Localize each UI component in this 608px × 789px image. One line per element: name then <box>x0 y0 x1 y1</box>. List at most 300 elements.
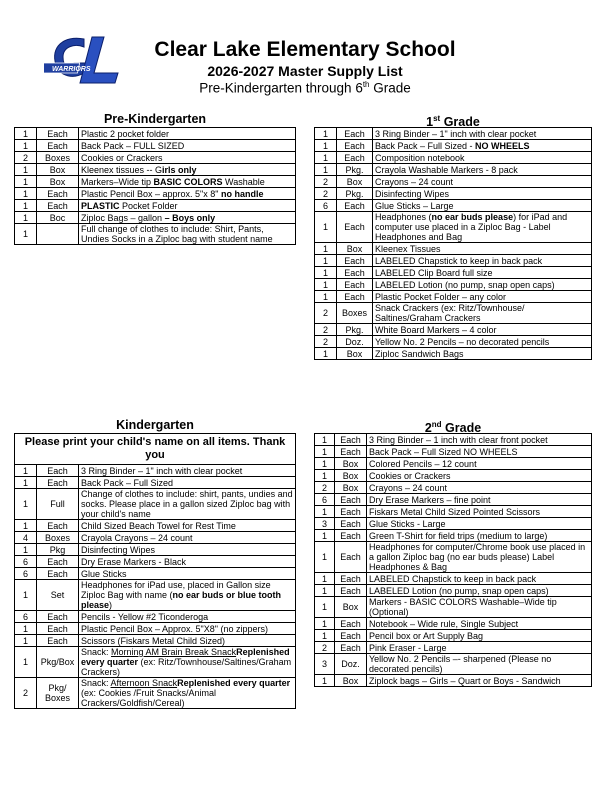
item-text: 3 Ring Binder – 1" inch with clear pocket <box>81 465 243 476</box>
second-grade-title: 2nd Grade <box>424 420 482 436</box>
item-text: Cookies or Crackers <box>369 470 451 481</box>
supply-row <box>315 243 592 255</box>
kinder-note: Please print your child's name on all items. Thank you <box>15 434 296 465</box>
unit-cell: Boxes <box>37 532 79 544</box>
quantity-cell: 1 <box>315 630 335 642</box>
item-cell <box>79 611 296 623</box>
item-cell <box>373 200 592 212</box>
item-text: Scissors (Fiskars Metal Child Sized) <box>81 635 226 646</box>
supply-row <box>315 176 592 188</box>
supply-row <box>15 477 296 489</box>
item-text-bold: NO WHEELS <box>475 140 530 151</box>
quantity-cell: 1 <box>15 164 37 176</box>
supply-row <box>315 336 592 348</box>
unit-cell: Each <box>335 618 367 630</box>
supply-row <box>315 458 592 470</box>
supply-row <box>315 446 592 458</box>
supply-row <box>315 212 592 243</box>
quantity-cell: 6 <box>15 556 37 568</box>
quantity-cell: 2 <box>315 188 337 200</box>
supply-row <box>15 212 296 224</box>
supply-row <box>15 140 296 152</box>
item-cell <box>373 212 592 243</box>
supply-row <box>15 188 296 200</box>
unit-cell: Each <box>337 267 373 279</box>
supply-row <box>315 585 592 597</box>
quantity-cell: 1 <box>315 618 335 630</box>
item-cell <box>373 267 592 279</box>
item-cell <box>79 152 296 164</box>
logo-text: WARRIORS <box>52 66 91 73</box>
quantity-cell: 1 <box>315 291 337 303</box>
supply-row <box>315 152 592 164</box>
item-cell <box>367 597 592 618</box>
item-text: Disinfecting Wipes <box>375 188 450 199</box>
first-grade-section <box>314 111 592 360</box>
unit-cell: Boxes <box>37 152 79 164</box>
item-cell <box>79 568 296 580</box>
item-text: (ex: Cookies /Fruit Snacks/Animal Crackers/Goldfish/Cereal) <box>81 688 217 708</box>
item-text: Back Pack – Full Sized <box>81 477 174 488</box>
unit-cell: Each <box>335 642 367 654</box>
unit-cell: Box <box>335 458 367 470</box>
item-text: 3 Ring Binder – 1" inch with clear pocket <box>375 128 537 139</box>
second-grade-section <box>314 417 592 687</box>
unit-cell: Each <box>337 152 373 164</box>
unit-cell: Each <box>337 212 373 243</box>
item-text: 3 Ring Binder – 1 inch with clear front pocket <box>369 434 548 445</box>
item-cell <box>79 580 296 611</box>
item-text: Markers - BASIC COLORS Washable–Wide tip (Optional) <box>369 597 557 617</box>
supply-row <box>315 675 592 687</box>
quantity-cell: 3 <box>315 654 335 675</box>
item-text: Snack: <box>81 678 111 688</box>
unit-cell: Each <box>37 635 79 647</box>
item-text: Pink Eraser - Large <box>369 642 447 653</box>
warriors-logo <box>44 33 128 89</box>
supply-row <box>315 470 592 482</box>
unit-cell: Box <box>337 348 373 360</box>
item-text: Pencils - Yellow #2 Ticonderoga <box>81 611 209 622</box>
item-text: Headphones ( <box>375 212 432 222</box>
unit-cell: Each <box>337 279 373 291</box>
quantity-cell: 1 <box>315 140 337 152</box>
supply-row <box>15 544 296 556</box>
item-text: LABELED Clip Board full size <box>375 267 493 278</box>
item-text: Glue Sticks - Large <box>369 518 446 529</box>
kinder-table <box>14 433 296 709</box>
unit-cell: Box <box>335 597 367 618</box>
quantity-cell: 1 <box>15 520 37 532</box>
supply-row <box>315 279 592 291</box>
supply-row <box>15 520 296 532</box>
unit-cell: Each <box>37 520 79 532</box>
unit-cell: Each <box>335 630 367 642</box>
item-cell <box>367 585 592 597</box>
item-text: Dry Erase Markers - Black <box>81 556 187 567</box>
supply-row <box>315 164 592 176</box>
supply-row <box>15 568 296 580</box>
item-text: Back Pack – Full Sized NO WHEELS <box>369 446 518 457</box>
quantity-cell: 1 <box>315 530 335 542</box>
item-text: Glue Sticks <box>81 568 127 579</box>
quantity-cell: 1 <box>315 470 335 482</box>
item-text: LABELED Chapstick to keep in back pack <box>369 573 537 584</box>
item-cell <box>373 348 592 360</box>
item-cell <box>79 164 296 176</box>
supply-row <box>315 654 592 675</box>
item-text: ) <box>109 600 113 610</box>
unit-cell: Each <box>337 291 373 303</box>
unit-cell: Each <box>37 623 79 635</box>
supply-row <box>15 164 296 176</box>
item-cell <box>79 224 296 245</box>
quantity-cell: 1 <box>315 675 335 687</box>
supply-row <box>315 128 592 140</box>
item-cell <box>367 458 592 470</box>
item-cell <box>373 336 592 348</box>
supply-row <box>315 324 592 336</box>
item-text: Plastic Pencil Box – Approx. 5"X8" (no zippers) <box>81 623 268 634</box>
quantity-cell: 1 <box>15 224 37 245</box>
unit-cell: Each <box>37 611 79 623</box>
supply-row <box>315 542 592 573</box>
unit-cell: Box <box>337 243 373 255</box>
item-cell <box>373 279 592 291</box>
item-text: Headphones for computer/Chrome book use placed in a gallon Ziploc bag (no ear buds please) Label Headphones & Bag <box>369 542 586 572</box>
item-cell <box>79 128 296 140</box>
item-cell <box>367 642 592 654</box>
supply-row <box>315 482 592 494</box>
item-text: Plastic Pocket Folder – any color <box>375 291 507 302</box>
kinder-title: Kindergarten <box>116 418 194 432</box>
quantity-cell: 1 <box>315 458 335 470</box>
item-cell <box>367 434 592 446</box>
quantity-cell: 1 <box>15 212 37 224</box>
unit-cell: Full <box>37 489 79 520</box>
quantity-cell: 2 <box>315 176 337 188</box>
unit-cell: Box <box>335 482 367 494</box>
quantity-cell: 1 <box>15 465 37 477</box>
item-cell <box>79 532 296 544</box>
prek-title: Pre-Kindergarten <box>103 112 207 126</box>
unit-cell <box>37 224 79 245</box>
unit-cell: Each <box>335 573 367 585</box>
quantity-cell: 1 <box>15 477 37 489</box>
quantity-cell: 1 <box>315 434 335 446</box>
item-text: Kleenex tissues -- G <box>81 164 163 175</box>
item-cell <box>373 303 592 324</box>
quantity-cell: 6 <box>315 200 337 212</box>
unit-cell: Pkg. <box>337 188 373 200</box>
item-text: ) for iPad and computer use placed in a Ziploc Bag - Label Headphones and Bag <box>375 212 568 242</box>
item-text: Notebook – Wide rule, Single Subject <box>369 618 519 629</box>
quantity-cell: 6 <box>315 494 335 506</box>
item-cell <box>79 556 296 568</box>
unit-cell: Pkg/Box <box>37 647 79 678</box>
item-cell <box>79 647 296 678</box>
item-text: Child Sized Beach Towel for Rest Time <box>81 520 236 531</box>
unit-cell: Each <box>335 542 367 573</box>
unit-cell: Each <box>335 518 367 530</box>
unit-cell: Each <box>337 128 373 140</box>
supply-row <box>315 642 592 654</box>
supply-list-subtitle: 2026-2027 Master Supply List <box>207 63 403 79</box>
quantity-cell: 2 <box>315 642 335 654</box>
unit-cell: Box <box>335 470 367 482</box>
unit-cell: Pkg <box>37 544 79 556</box>
item-cell <box>367 446 592 458</box>
item-text-bold: Replenished every quarter <box>177 678 291 688</box>
supply-row <box>15 623 296 635</box>
quantity-cell: 4 <box>15 532 37 544</box>
supply-row <box>315 140 592 152</box>
item-cell <box>79 678 296 709</box>
supply-row <box>315 188 592 200</box>
unit-cell: Each <box>335 434 367 446</box>
unit-cell: Each <box>37 188 79 200</box>
item-text: Snack: <box>81 647 112 657</box>
item-cell <box>367 482 592 494</box>
supply-row <box>15 489 296 520</box>
quantity-cell: 1 <box>315 348 337 360</box>
supply-row <box>15 556 296 568</box>
item-text: Green T-Shirt for field trips (medium to large) <box>369 530 548 541</box>
item-cell <box>79 212 296 224</box>
item-cell <box>79 635 296 647</box>
quantity-cell: 1 <box>15 489 37 520</box>
item-text-bold: – Boys only <box>164 212 216 223</box>
item-cell <box>79 188 296 200</box>
item-text: Snack Crackers (ex: Ritz/Townhouse/ Saltines/Graham Crackers <box>375 303 525 323</box>
item-text: (ex: Ritz/Townhouse/Saltines/Graham Crackers) <box>81 657 292 677</box>
supply-row <box>315 506 592 518</box>
item-cell <box>367 675 592 687</box>
quantity-cell: 2 <box>315 336 337 348</box>
item-text-underlined: Morning AM Brain Break Snack <box>111 647 237 657</box>
unit-cell: Pkg/ Boxes <box>37 678 79 709</box>
supply-row <box>15 128 296 140</box>
item-text: Dry Erase Markers – fine point <box>369 494 491 505</box>
item-text-bold: BASIC COLORS <box>153 176 223 187</box>
supply-row <box>15 532 296 544</box>
supply-row <box>15 678 296 709</box>
supply-row <box>15 465 296 477</box>
quantity-cell: 6 <box>15 611 37 623</box>
item-text: Composition notebook <box>375 152 465 163</box>
prek-table <box>14 127 296 245</box>
quantity-cell: 3 <box>315 518 335 530</box>
prek-section <box>14 111 296 245</box>
item-cell <box>367 494 592 506</box>
unit-cell: Each <box>337 140 373 152</box>
supply-row <box>315 494 592 506</box>
quantity-cell: 1 <box>15 623 37 635</box>
unit-cell: Boc <box>37 212 79 224</box>
quantity-cell: 1 <box>15 128 37 140</box>
item-cell <box>373 176 592 188</box>
item-text-bold: no ear buds or blue tooth please <box>81 590 282 610</box>
quantity-cell: 1 <box>15 140 37 152</box>
unit-cell: Box <box>37 164 79 176</box>
item-cell <box>367 530 592 542</box>
item-cell <box>79 200 296 212</box>
item-text: Plastic 2 pocket folder <box>81 128 170 139</box>
item-text: Ziploc Bags – gallon <box>81 212 165 223</box>
unit-cell: Each <box>37 200 79 212</box>
quantity-cell: 2 <box>15 678 37 709</box>
item-text: Colored Pencils – 12 count <box>369 458 477 469</box>
supply-row <box>15 611 296 623</box>
item-text: Crayola Crayons – 24 count <box>81 532 193 543</box>
item-text: Yellow No. 2 Pencils –- sharpened (Please no decorated pencils) <box>369 654 552 674</box>
item-text: Ziploc Sandwich Bags <box>375 348 464 359</box>
item-text-bold: no ear buds please <box>431 212 514 222</box>
item-text: Pocket Folder <box>119 200 178 211</box>
unit-cell: Each <box>335 494 367 506</box>
first-grade-table <box>314 127 592 360</box>
supply-row <box>315 255 592 267</box>
unit-cell: Each <box>335 446 367 458</box>
quantity-cell: 1 <box>15 544 37 556</box>
quantity-cell: 1 <box>15 176 37 188</box>
item-cell <box>367 630 592 642</box>
quantity-cell: 1 <box>315 152 337 164</box>
item-text: Crayons – 24 count <box>375 176 454 187</box>
quantity-cell: 1 <box>315 446 335 458</box>
unit-cell: Each <box>37 568 79 580</box>
unit-cell: Each <box>37 477 79 489</box>
item-text: LABELED Chapstick to keep in back pack <box>375 255 543 266</box>
item-text: LABELED Lotion (no pump, snap open caps) <box>369 585 549 596</box>
quantity-cell: 2 <box>315 482 335 494</box>
supply-row <box>15 176 296 188</box>
item-text: LABELED Lotion (no pump, snap open caps) <box>375 279 555 290</box>
item-cell <box>79 465 296 477</box>
item-text-bold: PLASTIC <box>81 200 120 211</box>
item-cell <box>367 542 592 573</box>
item-cell <box>373 324 592 336</box>
item-text: Markers–Wide tip <box>81 176 154 187</box>
unit-cell: Each <box>337 200 373 212</box>
unit-cell: Each <box>335 530 367 542</box>
item-cell <box>367 654 592 675</box>
unit-cell: Each <box>37 128 79 140</box>
item-text-bold: irls only <box>162 164 197 175</box>
supply-row <box>315 518 592 530</box>
quantity-cell: 1 <box>15 647 37 678</box>
unit-cell: Each <box>335 585 367 597</box>
item-text: Fiskars Metal Child Sized Pointed Scissors <box>369 506 541 517</box>
unit-cell: Box <box>335 675 367 687</box>
quantity-cell: 1 <box>315 279 337 291</box>
item-cell <box>373 255 592 267</box>
item-cell <box>373 140 592 152</box>
quantity-cell: 2 <box>315 303 337 324</box>
item-text: Washable <box>222 176 265 187</box>
item-text: Yellow No. 2 Pencils – no decorated pencils <box>375 336 550 347</box>
quantity-cell: 1 <box>315 542 335 573</box>
supply-row <box>15 647 296 678</box>
item-text: Glue Sticks – Large <box>375 200 454 211</box>
unit-cell: Box <box>337 176 373 188</box>
item-text: Ziplock bags – Girls – Quart or Boys - Sandwich <box>369 675 561 686</box>
supply-row <box>15 224 296 245</box>
supply-row <box>15 580 296 611</box>
quantity-cell: 1 <box>15 580 37 611</box>
school-title: Clear Lake Elementary School <box>154 38 456 61</box>
item-text-bold: no handle <box>220 188 264 199</box>
quantity-cell: 1 <box>315 164 337 176</box>
quantity-cell: 1 <box>15 200 37 212</box>
unit-cell: Pkg. <box>337 324 373 336</box>
unit-cell: Doz. <box>337 336 373 348</box>
supply-row <box>315 267 592 279</box>
item-text: Full change of clothes to include: Shirt, Pants, Undies Socks in a Ziploc bag with student name <box>81 224 273 244</box>
quantity-cell: 1 <box>315 128 337 140</box>
quantity-cell: 1 <box>315 573 335 585</box>
unit-cell: Box <box>37 176 79 188</box>
item-cell <box>373 152 592 164</box>
kinder-section <box>14 417 296 709</box>
item-text: Pencil box or Art Supply Bag <box>369 630 484 641</box>
item-cell <box>373 243 592 255</box>
unit-cell: Each <box>337 255 373 267</box>
item-text: Back Pack – FULL SIZED <box>81 140 185 151</box>
item-text: White Board Markers – 4 color <box>375 324 497 335</box>
item-text: Headphones for iPad use, placed in Gallon size Ziploc Bag with name ( <box>81 580 271 600</box>
supply-row <box>315 348 592 360</box>
supply-row <box>315 303 592 324</box>
item-text: Disinfecting Wipes <box>81 544 156 555</box>
supply-row <box>15 152 296 164</box>
item-cell <box>79 623 296 635</box>
item-cell <box>79 140 296 152</box>
item-cell <box>79 544 296 556</box>
quantity-cell: 1 <box>15 188 37 200</box>
quantity-cell: 1 <box>315 597 335 618</box>
item-text: Change of clothes to include: shirt, pants, undies and socks. Please place in a gallon sized Ziploc bag with your child's name <box>81 489 293 519</box>
quantity-cell: 1 <box>315 243 337 255</box>
unit-cell: Each <box>37 465 79 477</box>
quantity-cell: 1 <box>315 585 335 597</box>
first-grade-title: 1st Grade <box>426 114 480 130</box>
item-cell <box>373 291 592 303</box>
item-text: Plastic Pencil Box – approx. 5"x 8" <box>81 188 221 199</box>
item-cell <box>373 164 592 176</box>
quantity-cell: 1 <box>315 267 337 279</box>
unit-cell: Each <box>335 506 367 518</box>
unit-cell: Boxes <box>337 303 373 324</box>
item-cell <box>79 176 296 188</box>
quantity-cell: 1 <box>315 506 335 518</box>
supply-row <box>315 573 592 585</box>
item-cell <box>373 188 592 200</box>
second-grade-table <box>314 433 592 687</box>
item-cell <box>367 518 592 530</box>
grades-range: Pre-Kindergarten through 6th Grade <box>199 80 411 96</box>
item-text: Crayons – 24 count <box>369 482 448 493</box>
item-cell <box>367 573 592 585</box>
quantity-cell: 1 <box>315 255 337 267</box>
quantity-cell: 2 <box>315 324 337 336</box>
item-text-underlined: Afternoon Snack <box>110 678 178 688</box>
item-cell <box>367 618 592 630</box>
item-cell <box>79 477 296 489</box>
item-text: Cookies or Crackers <box>81 152 163 163</box>
supply-row <box>15 200 296 212</box>
item-cell <box>367 470 592 482</box>
